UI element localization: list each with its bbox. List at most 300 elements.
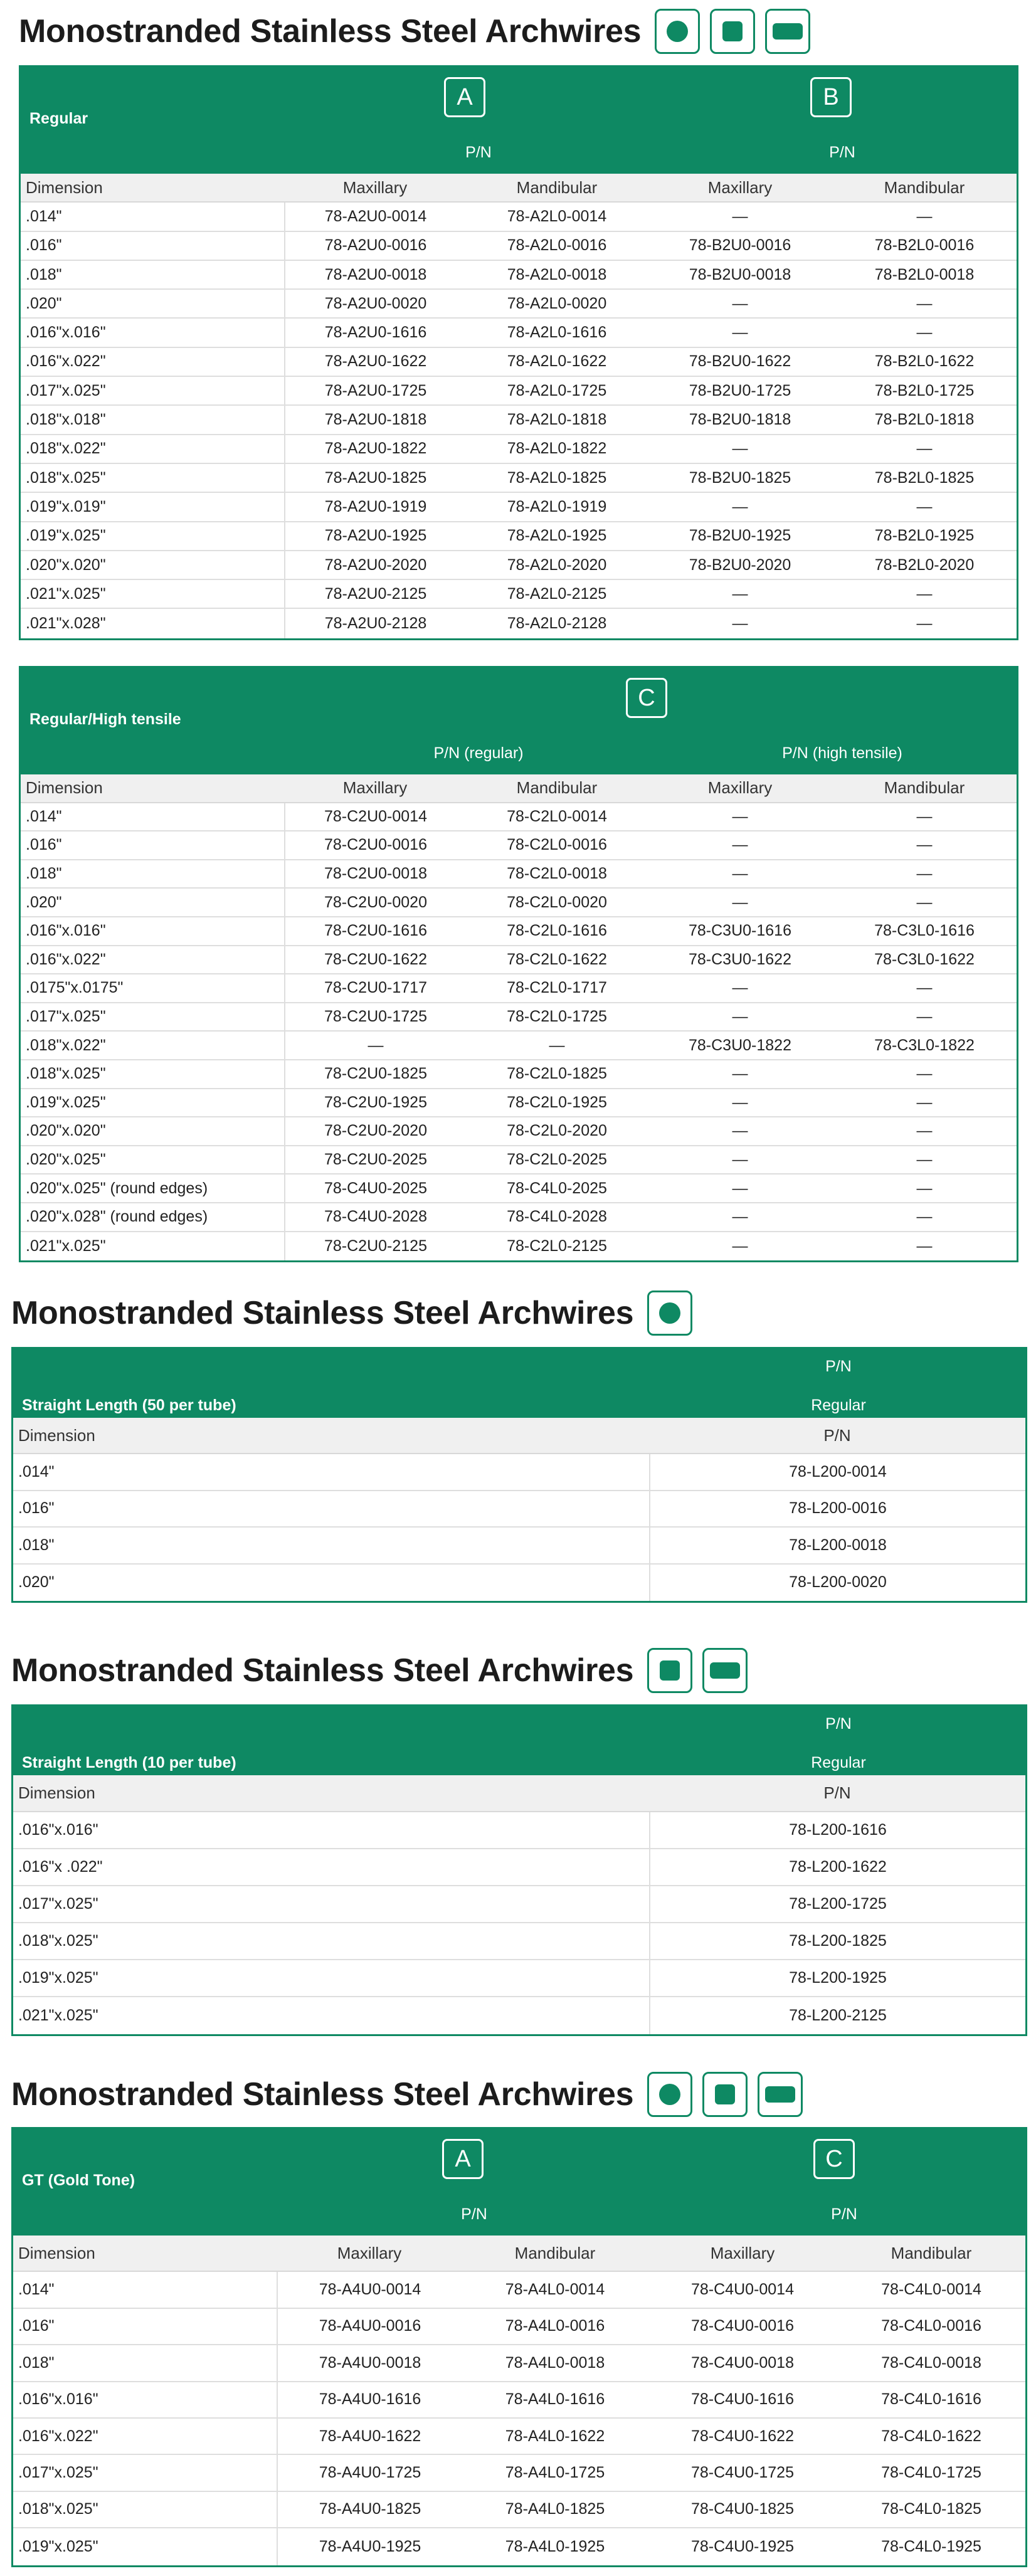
part-number-cell: 78-C2L0-0016 bbox=[507, 836, 607, 854]
dimension-cell: .018"x.022" bbox=[26, 1036, 106, 1054]
part-number-cell: — bbox=[916, 1208, 933, 1226]
table-row bbox=[21, 609, 1017, 638]
part-number-cell: — bbox=[732, 615, 748, 633]
dimension-cell: .016"x.022" bbox=[18, 2427, 98, 2445]
part-number-cell: — bbox=[916, 1008, 933, 1026]
part-number-cell: 78-C2L0-1616 bbox=[507, 922, 607, 940]
part-number-cell: 78-L200-2125 bbox=[649, 1997, 1025, 2034]
column-header: Mandibular bbox=[884, 778, 965, 798]
section-title bbox=[11, 1648, 748, 1693]
part-number-cell: — bbox=[732, 1151, 748, 1169]
part-number-cell: 78-L200-1825 bbox=[649, 1923, 1025, 1959]
part-number-cell: 78-B2U0-1622 bbox=[689, 352, 791, 371]
part-number-cell: 78-A4U0-0016 bbox=[277, 2309, 462, 2344]
section-title bbox=[11, 1291, 692, 1336]
table-row bbox=[21, 1117, 1017, 1146]
table-row bbox=[21, 917, 1017, 946]
table-row bbox=[21, 232, 1017, 261]
part-number-cell: 78-B2L0-2020 bbox=[874, 556, 975, 574]
part-number-cell: 78-A2L0-2020 bbox=[507, 556, 607, 574]
part-number-cell: 78-A4L0-1622 bbox=[505, 2427, 605, 2445]
part-number-cell: 78-B2U0-1825 bbox=[689, 468, 791, 487]
column-header: Mandibular bbox=[516, 778, 598, 798]
part-number-cell: 78-A2L0-1818 bbox=[507, 411, 607, 429]
part-number-cell: 78-L200-1725 bbox=[649, 1886, 1025, 1922]
part-number-cell: — bbox=[732, 1122, 748, 1140]
table-body bbox=[13, 2236, 1025, 2565]
dimension-cell: .014" bbox=[18, 1463, 55, 1481]
part-number-cell: 78-C2L0-1925 bbox=[507, 1093, 607, 1111]
part-number-cell: — bbox=[916, 294, 933, 312]
part-number-cell: 78-A2L0-1919 bbox=[507, 497, 607, 515]
part-number-cell: 78-B2L0-0018 bbox=[874, 265, 975, 283]
part-number-cell: 78-B2L0-1622 bbox=[874, 352, 975, 371]
gold-tone-table bbox=[11, 2127, 1027, 2567]
dimension-cell: .020" bbox=[18, 1573, 55, 1592]
regular-high-tensile-table bbox=[19, 666, 1018, 1262]
dimension-cell: .016"x.016" bbox=[26, 324, 106, 342]
dimension-cell: .019"x.025" bbox=[26, 527, 106, 545]
part-number-cell: 78-C2U0-0016 bbox=[284, 831, 466, 859]
straight-length-10-table bbox=[11, 1704, 1027, 2036]
part-number-cell: 78-A2L0-0018 bbox=[507, 265, 607, 283]
part-number-cell: 78-A2L0-1725 bbox=[507, 381, 607, 399]
part-number-cell: 78-L200-0016 bbox=[649, 1491, 1025, 1526]
part-number-cell: 78-A2U0-0018 bbox=[284, 261, 466, 288]
square-wire-icon bbox=[647, 1648, 692, 1693]
column-header: Maxillary bbox=[342, 778, 408, 798]
table-row bbox=[21, 261, 1017, 290]
column-header-row bbox=[13, 2236, 1025, 2272]
column-header: Mandibular bbox=[514, 2243, 596, 2262]
pn-label: P/N bbox=[465, 144, 492, 161]
part-number-cell: 78-C4U0-1825 bbox=[691, 2500, 794, 2518]
part-number-cell: — bbox=[732, 324, 748, 342]
part-number-cell: 78-C3L0-1622 bbox=[874, 950, 975, 968]
pn-label: P/N bbox=[825, 1715, 852, 1733]
pn-high-tensile-label: P/N (high tensile) bbox=[782, 744, 902, 762]
dimension-cell: .018"x.025" bbox=[26, 468, 106, 487]
dimension-cell: .016"x.022" bbox=[26, 950, 106, 968]
table-header bbox=[21, 67, 1017, 174]
table-row bbox=[13, 1849, 1025, 1886]
part-number-cell: — bbox=[732, 440, 748, 458]
table-row bbox=[13, 1528, 1025, 1564]
part-number-cell: 78-L200-0018 bbox=[649, 1528, 1025, 1563]
part-number-cell: 78-B2L0-1825 bbox=[874, 468, 975, 487]
part-number-cell: 78-C4U0-0018 bbox=[691, 2353, 794, 2372]
table-row bbox=[13, 2528, 1025, 2565]
part-number-cell: 78-A2L0-1822 bbox=[507, 440, 607, 458]
part-number-cell: 78-A2U0-0016 bbox=[284, 232, 466, 260]
column-header-dimension: Dimension bbox=[26, 177, 103, 197]
part-number-cell: 78-C2L0-0020 bbox=[507, 893, 607, 911]
part-number-cell: 78-B2U0-0018 bbox=[689, 265, 791, 283]
part-number-cell: — bbox=[916, 1151, 933, 1169]
part-number-cell: — bbox=[916, 615, 933, 633]
table-row bbox=[13, 2492, 1025, 2528]
part-number-cell: — bbox=[916, 1065, 933, 1083]
table-row bbox=[21, 377, 1017, 406]
part-number-cell: 78-A2L0-2128 bbox=[507, 615, 607, 633]
table-row bbox=[21, 831, 1017, 860]
part-number-cell: — bbox=[916, 1179, 933, 1197]
part-number-cell: 78-A2U0-2125 bbox=[284, 580, 466, 608]
part-number-cell: 78-A2U0-0020 bbox=[284, 290, 466, 317]
dimension-cell: .018"x.025" bbox=[18, 1932, 98, 1950]
table-row bbox=[21, 580, 1017, 609]
dimension-cell: .016" bbox=[26, 836, 62, 854]
part-number-cell: 78-C4L0-0018 bbox=[881, 2353, 981, 2372]
column-header: Maxillary bbox=[710, 2243, 775, 2262]
part-number-cell: — bbox=[916, 324, 933, 342]
part-number-cell: 78-A2U0-0014 bbox=[284, 203, 466, 230]
part-number-cell: 78-C3L0-1616 bbox=[874, 922, 975, 940]
part-number-cell: 78-A2L0-2125 bbox=[507, 584, 607, 603]
section-title bbox=[19, 9, 810, 54]
column-header: Maxillary bbox=[337, 2243, 402, 2262]
part-number-cell: 78-L200-0014 bbox=[649, 1454, 1025, 1489]
rectangular-wire-icon bbox=[702, 1648, 748, 1693]
dimension-cell: .018" bbox=[26, 865, 62, 883]
part-number-cell: 78-B2U0-2020 bbox=[689, 556, 791, 574]
part-number-cell: 78-B2L0-1818 bbox=[874, 411, 975, 429]
part-number-cell: 78-A2L0-1622 bbox=[507, 352, 607, 371]
part-number-cell: 78-L200-0020 bbox=[649, 1565, 1025, 1601]
dimension-cell: .019"x.025" bbox=[18, 1969, 98, 1987]
table-row bbox=[21, 522, 1017, 551]
dimension-cell: .018"x.022" bbox=[26, 440, 106, 458]
dimension-cell: .016"x.016" bbox=[18, 1821, 98, 1839]
pn-label: P/N bbox=[825, 1358, 852, 1375]
dimension-cell: .020" bbox=[26, 893, 62, 911]
part-number-cell: 78-A2U0-1725 bbox=[284, 377, 466, 404]
table-row bbox=[13, 1923, 1025, 1960]
part-number-cell: 78-C4U0-0016 bbox=[691, 2317, 794, 2335]
column-header: Mandibular bbox=[516, 177, 598, 197]
part-number-cell: 78-C2L0-0014 bbox=[507, 807, 607, 825]
table-row bbox=[21, 946, 1017, 975]
part-number-cell: 78-C4U0-1725 bbox=[691, 2464, 794, 2482]
wire-form-badge-a: A bbox=[442, 2139, 484, 2179]
dimension-cell: .019"x.019" bbox=[26, 497, 106, 515]
column-header-row bbox=[13, 1418, 1025, 1454]
part-number-cell: 78-B2U0-0016 bbox=[689, 236, 791, 255]
dimension-cell: .016"x.016" bbox=[18, 2390, 98, 2409]
dimension-cell: .018" bbox=[26, 265, 62, 283]
part-number-cell: 78-C2L0-0018 bbox=[507, 865, 607, 883]
table-row bbox=[21, 1089, 1017, 1118]
part-number-cell: 78-A4L0-1925 bbox=[505, 2537, 605, 2555]
table-row bbox=[13, 1997, 1025, 2034]
part-number-cell: 78-A4L0-0016 bbox=[505, 2317, 605, 2335]
dimension-cell: .018"x.018" bbox=[26, 411, 106, 429]
part-number-cell: 78-C2L0-1717 bbox=[507, 979, 607, 997]
round-wire-icon bbox=[655, 9, 700, 54]
table-row bbox=[13, 2345, 1025, 2382]
column-header-dimension: Dimension bbox=[18, 1425, 95, 1445]
part-number-cell: 78-A4U0-1825 bbox=[277, 2492, 462, 2527]
dimension-cell: .021"x.025" bbox=[18, 2007, 98, 2024]
table-label: Straight Length (10 per tube) bbox=[22, 1754, 236, 1771]
part-number-cell: 78-C3U0-1616 bbox=[689, 922, 791, 940]
part-number-cell: 78-A4L0-1725 bbox=[505, 2464, 605, 2482]
table-row bbox=[13, 1886, 1025, 1923]
section-title bbox=[11, 2072, 803, 2117]
table-row bbox=[21, 803, 1017, 832]
part-number-cell: — bbox=[732, 836, 748, 854]
part-number-cell: 78-B2L0-1925 bbox=[874, 527, 975, 545]
part-number-cell: — bbox=[732, 865, 748, 883]
part-number-cell: 78-C3U0-1822 bbox=[689, 1036, 791, 1054]
rectangular-wire-icon bbox=[758, 2072, 803, 2117]
column-header-dimension: Dimension bbox=[26, 778, 103, 798]
dimension-cell: .018"x.025" bbox=[26, 1065, 106, 1083]
part-number-cell: 78-C4L0-1825 bbox=[881, 2500, 981, 2518]
part-number-cell: — bbox=[916, 893, 933, 911]
table-row bbox=[21, 1175, 1017, 1203]
table-row bbox=[21, 464, 1017, 493]
part-number-cell: — bbox=[916, 836, 933, 854]
table-body bbox=[21, 774, 1017, 1260]
pn-regular-label: P/N (regular) bbox=[433, 744, 524, 762]
part-number-cell: 78-C4U0-2025 bbox=[284, 1175, 466, 1202]
part-number-cell: 78-C2U0-1622 bbox=[284, 946, 466, 974]
part-number-cell: 78-C2L0-1725 bbox=[507, 1008, 607, 1026]
regular-label: Regular bbox=[811, 1754, 866, 1771]
part-number-cell: — bbox=[916, 1093, 933, 1111]
table-row bbox=[21, 1203, 1017, 1232]
part-number-cell: 78-C4U0-1925 bbox=[691, 2537, 794, 2555]
table-row bbox=[13, 1491, 1025, 1528]
pn-label: P/N bbox=[461, 2205, 487, 2223]
column-header: Mandibular bbox=[884, 177, 965, 197]
column-header-row bbox=[21, 774, 1017, 803]
part-number-cell: 78-B2U0-1725 bbox=[689, 381, 791, 399]
square-wire-icon bbox=[702, 2072, 748, 2117]
part-number-cell: — bbox=[732, 1208, 748, 1226]
dimension-cell: .018" bbox=[18, 1536, 55, 1554]
table-row bbox=[21, 435, 1017, 464]
table-row bbox=[21, 1003, 1017, 1032]
part-number-cell: 78-B2U0-1818 bbox=[689, 411, 791, 429]
dimension-cell: .016" bbox=[26, 236, 62, 255]
part-number-cell: 78-L200-1622 bbox=[649, 1849, 1025, 1885]
dimension-cell: .020"x.020" bbox=[26, 556, 106, 574]
regular-table bbox=[19, 65, 1018, 640]
part-number-cell: 78-C2L0-2025 bbox=[507, 1151, 607, 1169]
table-row bbox=[21, 1032, 1017, 1060]
table-body bbox=[21, 174, 1017, 638]
column-header-row bbox=[13, 1775, 1025, 1812]
table-label: Regular bbox=[29, 110, 88, 127]
column-header: Mandibular bbox=[891, 2243, 972, 2262]
part-number-cell: 78-A4U0-1622 bbox=[277, 2419, 462, 2454]
part-number-cell: 78-C4U0-1616 bbox=[691, 2390, 794, 2409]
dimension-cell: .014" bbox=[18, 2281, 55, 2299]
round-wire-icon bbox=[647, 2072, 692, 2117]
dimension-cell: .020" bbox=[26, 294, 62, 312]
table-header bbox=[13, 2129, 1025, 2236]
part-number-cell: 78-A2U0-1919 bbox=[284, 493, 466, 520]
part-number-cell: 78-C2U0-0020 bbox=[284, 889, 466, 916]
part-number-cell: 78-A2U0-1818 bbox=[284, 406, 466, 433]
part-number-cell: 78-A2U0-1622 bbox=[284, 348, 466, 376]
dimension-cell: .021"x.028" bbox=[26, 615, 106, 633]
part-number-cell: — bbox=[916, 584, 933, 603]
column-header-dimension: Dimension bbox=[18, 2243, 95, 2262]
part-number-cell: 78-C2U0-2125 bbox=[284, 1232, 466, 1261]
part-number-cell: — bbox=[916, 807, 933, 825]
dimension-cell: .018"x.025" bbox=[18, 2500, 98, 2518]
part-number-cell: 78-A2U0-2128 bbox=[284, 609, 466, 638]
pn-label: P/N bbox=[831, 2205, 857, 2223]
regular-label: Regular bbox=[811, 1396, 866, 1414]
part-number-cell: 78-A4L0-0014 bbox=[505, 2281, 605, 2299]
part-number-cell: — bbox=[916, 865, 933, 883]
part-number-cell: — bbox=[549, 1036, 565, 1054]
table-body bbox=[13, 1775, 1025, 2034]
dimension-cell: .021"x.025" bbox=[26, 1237, 106, 1255]
part-number-cell: 78-C2U0-0018 bbox=[284, 860, 466, 888]
part-number-cell: 78-C4L0-1622 bbox=[881, 2427, 981, 2445]
part-number-cell: — bbox=[916, 1122, 933, 1140]
part-number-cell: — bbox=[916, 979, 933, 997]
part-number-cell: 78-C4U0-1622 bbox=[691, 2427, 794, 2445]
section-title-text: Monostranded Stainless Steel Archwires bbox=[11, 1295, 634, 1331]
section-title-text: Monostranded Stainless Steel Archwires bbox=[11, 2076, 634, 2113]
part-number-cell: 78-A4U0-1925 bbox=[277, 2528, 462, 2565]
dimension-cell: .014" bbox=[26, 207, 62, 225]
column-header-dimension: Dimension bbox=[18, 1783, 95, 1802]
dimension-cell: .016" bbox=[18, 2317, 55, 2335]
table-row bbox=[13, 1454, 1025, 1491]
square-wire-icon bbox=[710, 9, 755, 54]
part-number-cell: — bbox=[732, 497, 748, 515]
column-header: P/N bbox=[823, 1783, 851, 1802]
dimension-cell: .020"x.028" (round edges) bbox=[26, 1208, 208, 1226]
column-header: P/N bbox=[823, 1425, 851, 1445]
part-number-cell: 78-C2U0-1825 bbox=[284, 1060, 466, 1088]
round-wire-icon bbox=[647, 1291, 692, 1336]
table-row bbox=[13, 2419, 1025, 2455]
part-number-cell: 78-C2L0-2125 bbox=[507, 1237, 607, 1255]
part-number-cell: 78-C4L0-0016 bbox=[881, 2317, 981, 2335]
part-number-cell: 78-C4L0-2028 bbox=[507, 1208, 607, 1226]
part-number-cell: 78-A2U0-1925 bbox=[284, 522, 466, 550]
wire-form-badge-a: A bbox=[444, 77, 485, 117]
part-number-cell: — bbox=[916, 207, 933, 225]
column-header: Maxillary bbox=[707, 778, 773, 798]
dimension-cell: .016" bbox=[18, 1499, 55, 1518]
table-row bbox=[21, 1060, 1017, 1089]
part-number-cell: 78-C2U0-0014 bbox=[284, 803, 466, 831]
part-number-cell: 78-C2U0-1616 bbox=[284, 917, 466, 945]
column-header: Maxillary bbox=[342, 177, 408, 197]
part-number-cell: 78-C2L0-2020 bbox=[507, 1122, 607, 1140]
dimension-cell: .020"x.025" bbox=[26, 1151, 106, 1169]
table-label: GT (Gold Tone) bbox=[22, 2172, 135, 2189]
table-row bbox=[13, 1960, 1025, 1997]
part-number-cell: 78-C4L0-2025 bbox=[507, 1179, 607, 1197]
part-number-cell: — bbox=[284, 1032, 466, 1059]
dimension-cell: .017"x.025" bbox=[18, 1895, 98, 1913]
table-row bbox=[13, 1812, 1025, 1849]
part-number-cell: — bbox=[732, 979, 748, 997]
part-number-cell: 78-B2L0-0016 bbox=[874, 236, 975, 255]
part-number-cell: — bbox=[732, 1179, 748, 1197]
section-title-text: Monostranded Stainless Steel Archwires bbox=[19, 13, 642, 50]
part-number-cell: 78-A2U0-1825 bbox=[284, 464, 466, 492]
dimension-cell: .017"x.025" bbox=[26, 1008, 106, 1026]
column-header: Maxillary bbox=[707, 177, 773, 197]
table-row bbox=[21, 290, 1017, 319]
part-number-cell: 78-A4U0-0018 bbox=[277, 2345, 462, 2380]
table-row bbox=[21, 1146, 1017, 1175]
part-number-cell: 78-A4U0-1725 bbox=[277, 2455, 462, 2490]
wire-form-badge-c: C bbox=[626, 678, 667, 718]
dimension-cell: .016"x.022" bbox=[26, 352, 106, 371]
table-header bbox=[13, 1706, 1025, 1775]
dimension-cell: .020"x.020" bbox=[26, 1122, 106, 1140]
part-number-cell: 78-C4L0-1925 bbox=[881, 2537, 981, 2555]
part-number-cell: — bbox=[732, 207, 748, 225]
table-row bbox=[13, 1565, 1025, 1601]
dimension-cell: .016"x .022" bbox=[18, 1858, 103, 1876]
table-label: Regular/High tensile bbox=[29, 710, 181, 728]
dimension-cell: .018" bbox=[18, 2353, 55, 2372]
part-number-cell: 78-C3U0-1622 bbox=[689, 950, 791, 968]
part-number-cell: — bbox=[732, 294, 748, 312]
part-number-cell: 78-A4U0-1616 bbox=[277, 2382, 462, 2417]
table-label: Straight Length (50 per tube) bbox=[22, 1396, 236, 1414]
part-number-cell: 78-C2L0-1825 bbox=[507, 1065, 607, 1083]
table-header bbox=[21, 668, 1017, 774]
part-number-cell: 78-L200-1616 bbox=[649, 1812, 1025, 1848]
part-number-cell: — bbox=[732, 893, 748, 911]
wire-form-badge-b: B bbox=[810, 77, 852, 117]
dimension-cell: .0175"x.0175" bbox=[26, 979, 124, 997]
table-row bbox=[21, 348, 1017, 377]
table-row bbox=[13, 2455, 1025, 2491]
part-number-cell: 78-C4U0-0014 bbox=[691, 2281, 794, 2299]
part-number-cell: 78-A2U0-1822 bbox=[284, 435, 466, 463]
part-number-cell: 78-A2L0-1825 bbox=[507, 468, 607, 487]
part-number-cell: — bbox=[732, 1093, 748, 1111]
part-number-cell: 78-C2U0-2025 bbox=[284, 1146, 466, 1174]
table-row bbox=[21, 860, 1017, 889]
table-row bbox=[21, 974, 1017, 1003]
wire-form-badge-c: C bbox=[813, 2139, 855, 2179]
dimension-cell: .021"x.025" bbox=[26, 584, 106, 603]
dimension-cell: .014" bbox=[26, 807, 62, 825]
part-number-cell: 78-A2L0-0020 bbox=[507, 294, 607, 312]
rectangular-wire-icon bbox=[765, 9, 810, 54]
part-number-cell: 78-A2L0-1616 bbox=[507, 324, 607, 342]
part-number-cell: — bbox=[732, 807, 748, 825]
dimension-cell: .020"x.025" (round edges) bbox=[26, 1179, 208, 1197]
table-row bbox=[13, 2309, 1025, 2345]
table-row bbox=[21, 1232, 1017, 1261]
part-number-cell: — bbox=[732, 1237, 748, 1255]
dimension-cell: .019"x.025" bbox=[18, 2537, 98, 2555]
part-number-cell: 78-C4L0-1725 bbox=[881, 2464, 981, 2482]
table-row bbox=[13, 2272, 1025, 2308]
part-number-cell: 78-B2U0-1925 bbox=[689, 527, 791, 545]
straight-length-50-table bbox=[11, 1347, 1027, 1603]
part-number-cell: 78-A2L0-0016 bbox=[507, 236, 607, 255]
part-number-cell: — bbox=[732, 584, 748, 603]
